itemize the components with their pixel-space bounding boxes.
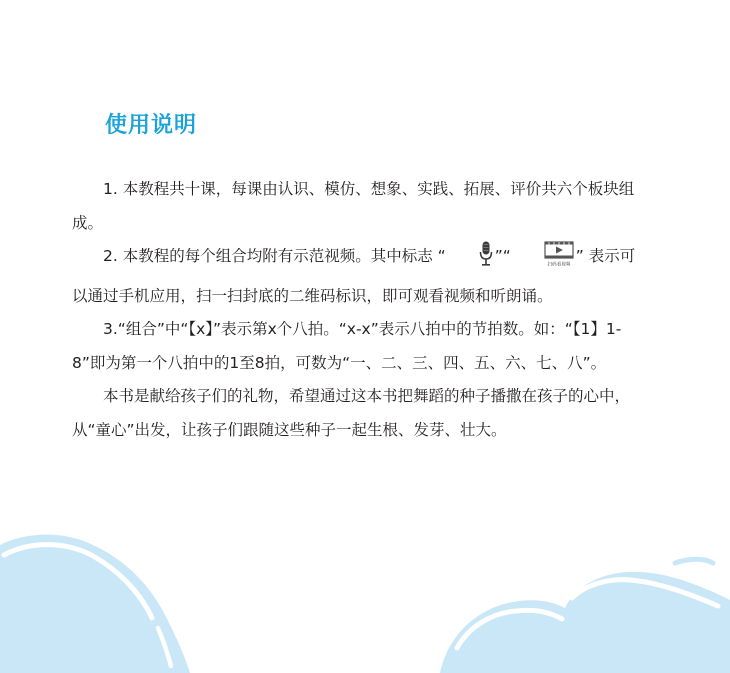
microphone-icon [446, 241, 495, 280]
paragraph-2-text-after: ” 表示可以通过手机应用，扫一扫封底的二维码标识，即可观看视频和听朗诵。 [72, 247, 636, 305]
paragraph-2-text-between: ”“ [494, 247, 511, 265]
scan-video-caption: 扫码看视频 [547, 262, 571, 267]
paragraph-2 [72, 240, 638, 313]
paragraph-4: 本书是献给孩子们的礼物，希望通过这本书把舞蹈的种子播撒在孩子的心中，从“童心”出发，让孩子们跟随这些种子一起生根、发芽、壮大。 [72, 387, 631, 439]
instructions-body [72, 173, 638, 447]
paragraph-2-text-before: 2. 本教程的每个组合均附有示范视频。其中标志 “ [103, 247, 446, 265]
left-cloud [0, 535, 190, 673]
paragraph-3: 3.“组合”中“【x】”表示第x个八拍。“x-x”表示八拍中的节拍数。如：“【1】1-8”即为第一个八拍中的1至8拍，可数为“一、二、三、四、五、六、七、八”。 [72, 320, 622, 372]
right-cloud [440, 559, 730, 673]
scan-video-icon [511, 241, 576, 280]
page-title: 使用说明 [105, 113, 198, 138]
paragraph-1: 1. 本教程共十课，每课由认识、模仿、想象、实践、拓展、评价共六个板块组成。 [72, 180, 635, 232]
